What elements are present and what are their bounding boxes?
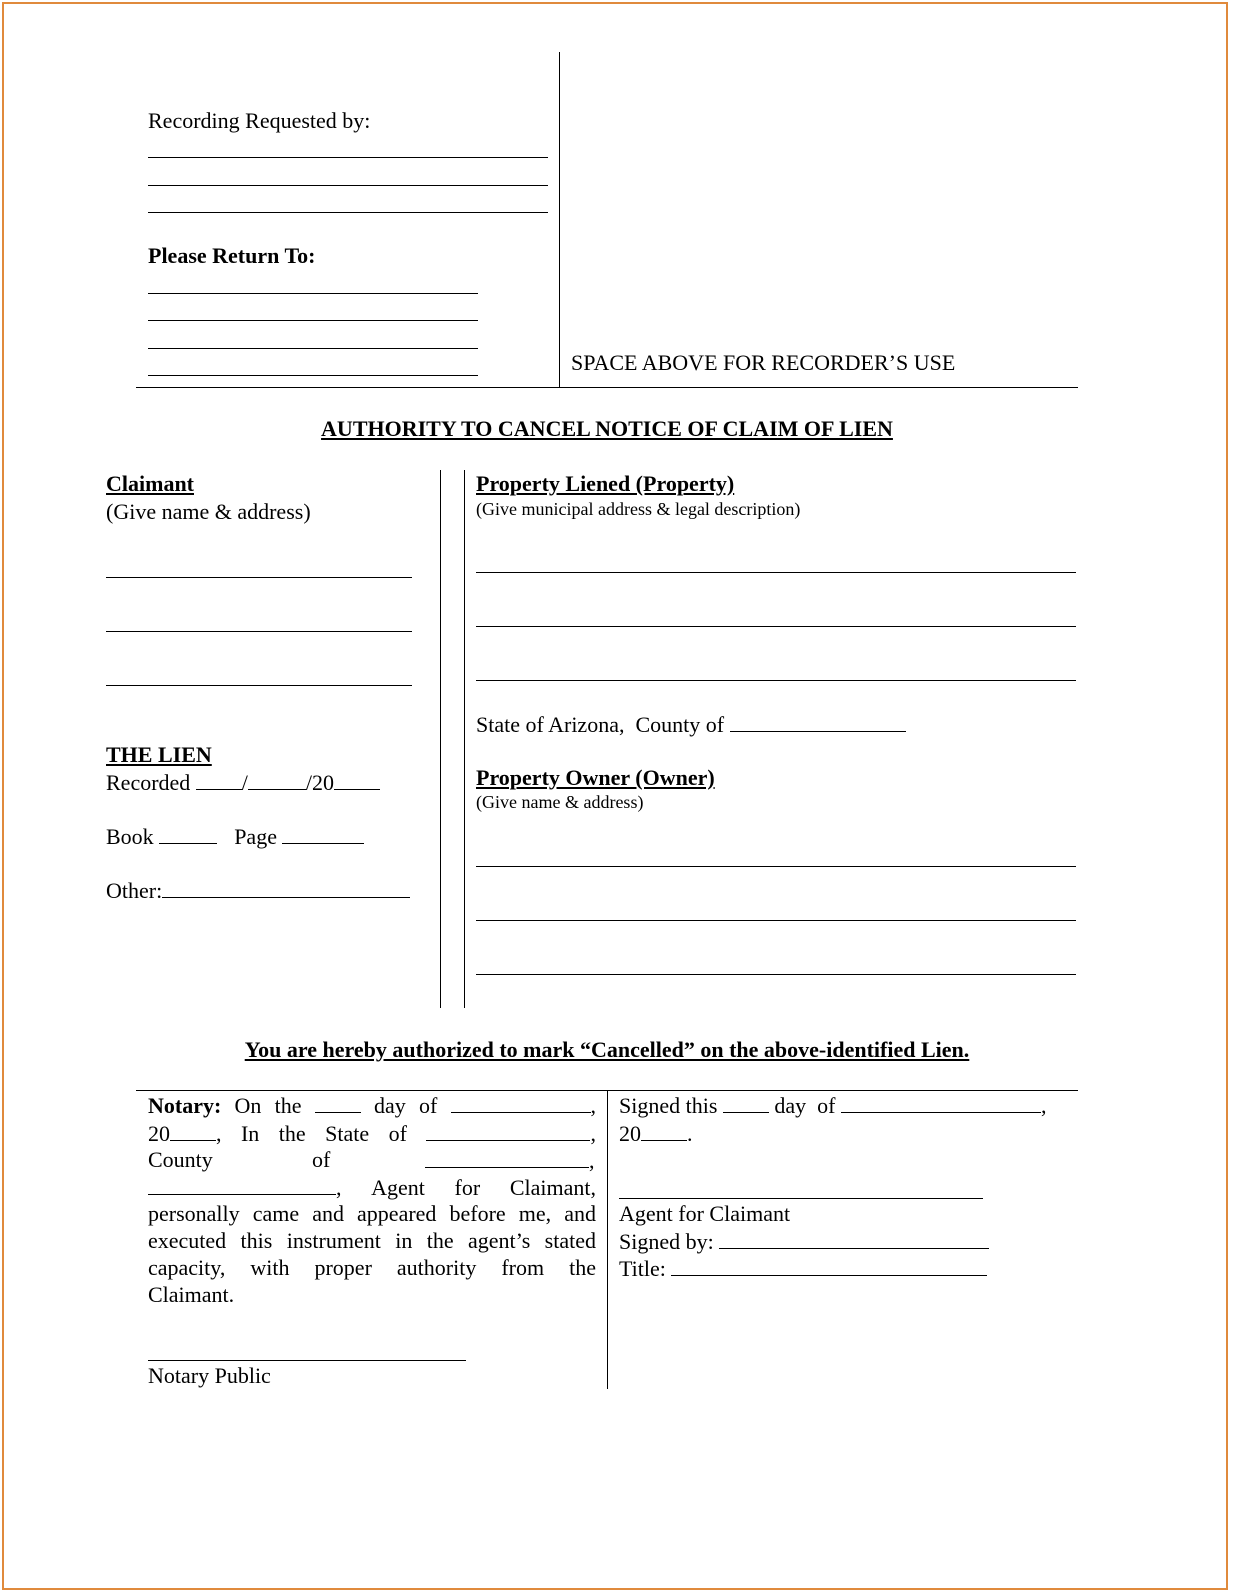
property-line-2[interactable] (476, 626, 1076, 627)
state-county-label: State of Arizona, County of (476, 712, 725, 737)
lien-date-slash: / (241, 770, 248, 795)
lien-heading: THE LIEN (106, 742, 212, 767)
lien-page-label: Page (234, 824, 277, 849)
notary-line-1 (148, 1092, 596, 1119)
owner-heading: Property Owner (Owner) (476, 765, 715, 790)
bottom-table-divider (607, 1091, 608, 1389)
owner-hint: (Give name & address) (476, 792, 644, 812)
claimant-line-2[interactable] (106, 631, 412, 632)
lien-book-field[interactable] (159, 823, 217, 844)
signed-this-row (619, 1092, 1047, 1119)
lien-recorded-year-field[interactable] (334, 769, 380, 790)
owner-line-2[interactable] (476, 920, 1076, 921)
signed-by-field[interactable] (719, 1228, 989, 1249)
agent-for-claimant-label: Agent for Claimant (619, 1201, 791, 1226)
notary-line-2 (148, 1120, 596, 1147)
signed-by-row (619, 1228, 989, 1255)
signed-day-of-label: day of (774, 1093, 836, 1118)
notary-line-7: capacity, with proper authority from the (148, 1255, 596, 1280)
claimant-hint: (Give name & address) (106, 499, 311, 524)
notary-comma: , (590, 1093, 596, 1118)
notary-word: for (454, 1175, 481, 1200)
signed-period: . (687, 1121, 693, 1146)
requested-by-line-2[interactable] (148, 185, 548, 186)
lien-recorded-day-field[interactable] (248, 769, 306, 790)
notary-line-5: personally came and appeared before me, and (148, 1201, 596, 1226)
recording-requested-label: Recording Requested by: (148, 108, 371, 133)
notary-word: In (240, 1121, 260, 1146)
requested-by-line-3[interactable] (148, 212, 548, 213)
notary-word: Agent (371, 1175, 425, 1200)
claimant-line-3[interactable] (106, 685, 412, 686)
property-hint: (Give municipal address & legal description) (476, 499, 801, 519)
claimant-line-1[interactable] (106, 577, 412, 578)
county-field[interactable] (730, 711, 906, 732)
notary-year-prefix: 20 (148, 1121, 170, 1146)
lien-book-page-row (106, 823, 364, 850)
notary-line-8: Claimant. (148, 1282, 235, 1307)
lien-recorded-label: Recorded (106, 770, 191, 795)
notary-signature-line[interactable] (148, 1360, 466, 1361)
return-to-line-1[interactable] (148, 293, 478, 294)
signed-this-label: Signed this (619, 1093, 718, 1118)
notary-label: Notary: (148, 1093, 222, 1118)
lien-recorded-row (106, 769, 380, 796)
owner-line-3[interactable] (476, 974, 1076, 975)
notary-year-field[interactable] (170, 1120, 216, 1141)
notary-word: the (278, 1121, 306, 1146)
property-heading: Property Liened (Property) (476, 471, 735, 496)
requested-by-line-1[interactable] (148, 157, 548, 158)
authorization-statement: You are hereby authorized to mark “Cancelled” on the above-identified Lien. (244, 1037, 970, 1062)
signed-comma: , (1041, 1093, 1047, 1118)
signed-year-row (619, 1120, 693, 1147)
notary-day-field[interactable] (315, 1092, 361, 1113)
lien-page-field[interactable] (282, 823, 364, 844)
lien-year-prefix: /20 (305, 770, 335, 795)
claimant-heading: Claimant (106, 471, 194, 496)
notary-word: day (373, 1093, 406, 1118)
notary-state-field[interactable] (426, 1120, 590, 1141)
notary-public-label: Notary Public (148, 1363, 271, 1388)
notary-comma: , (216, 1121, 222, 1146)
notary-word: County (148, 1147, 213, 1172)
recorder-space-label: SPACE ABOVE FOR RECORDER’S USE (571, 350, 956, 375)
notary-comma: , (336, 1175, 342, 1200)
notary-word: On (234, 1093, 262, 1118)
notary-line-6: executed this instrument in the agent’s stated (148, 1228, 596, 1253)
notary-line-4 (148, 1174, 596, 1201)
notary-comma: , (590, 1121, 596, 1146)
return-to-line-3[interactable] (148, 348, 478, 349)
return-to-line-4[interactable] (148, 375, 478, 376)
notary-word: of (418, 1093, 438, 1118)
notary-agent-field[interactable] (148, 1174, 336, 1195)
notary-month-field[interactable] (451, 1092, 591, 1113)
notary-county-field[interactable] (425, 1147, 589, 1168)
signed-year-field[interactable] (641, 1120, 687, 1141)
state-county-row (476, 711, 906, 738)
lien-other-row (106, 877, 410, 904)
owner-line-1[interactable] (476, 866, 1076, 867)
title-field[interactable] (671, 1255, 987, 1276)
lien-other-label: Other: (106, 878, 163, 903)
please-return-to-label: Please Return To: (148, 243, 316, 268)
lien-other-field[interactable] (162, 877, 410, 898)
title-row (619, 1255, 987, 1282)
notary-line-3 (148, 1147, 596, 1173)
document-title: AUTHORITY TO CANCEL NOTICE OF CLAIM OF LIEN (321, 416, 893, 441)
column-divider-left (440, 470, 441, 1008)
lien-book-label: Book (106, 824, 154, 849)
recorder-bottom-rule (136, 387, 1078, 388)
notary-word: of (388, 1121, 407, 1146)
recorder-divider (559, 52, 560, 388)
notary-word: Claimant, (509, 1175, 596, 1200)
notary-word: the (274, 1093, 302, 1118)
lien-recorded-month-field[interactable] (196, 769, 242, 790)
property-line-3[interactable] (476, 680, 1076, 681)
notary-comma: , (589, 1148, 595, 1173)
signed-year-prefix: 20 (619, 1121, 641, 1146)
title-label: Title: (619, 1256, 666, 1281)
signed-day-field[interactable] (723, 1092, 769, 1113)
agent-signature-line[interactable] (619, 1198, 983, 1199)
return-to-line-2[interactable] (148, 320, 478, 321)
column-divider-right (464, 470, 465, 1008)
signed-by-label: Signed by: (619, 1229, 714, 1254)
signed-month-field[interactable] (841, 1092, 1041, 1113)
notary-word: of (312, 1147, 331, 1172)
notary-word: State (325, 1121, 370, 1146)
property-line-1[interactable] (476, 572, 1076, 573)
